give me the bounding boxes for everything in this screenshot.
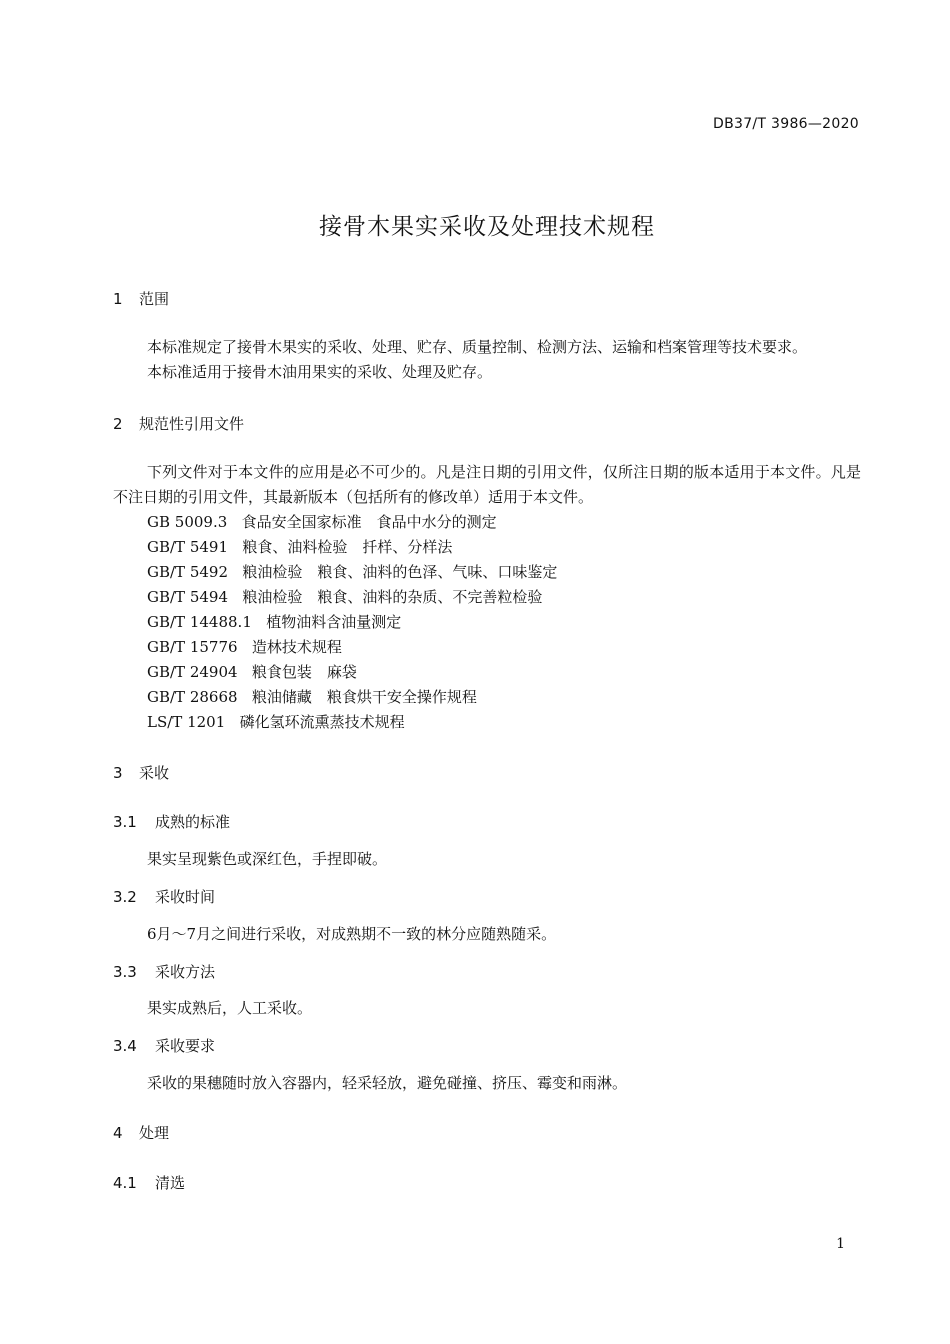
scope-paragraph-1: 本标准规定了接骨木果实的采收、处理、贮存、质量控制、检测方法、运输和档案管理等技术要求。 [147, 338, 808, 356]
section-3-3-heading [113, 961, 215, 982]
reference-title: 粮食包装 麻袋 [251, 663, 357, 681]
reference-item [147, 610, 401, 635]
reference-code: LS/T 1201 [147, 713, 226, 731]
reference-code: GB/T 14488.1 [147, 613, 252, 631]
reference-title: 植物油料含油量测定 [266, 613, 402, 631]
reference-title: 粮油储藏 粮食烘干安全操作规程 [251, 688, 477, 706]
reference-item [147, 710, 405, 735]
section-3-1-heading [113, 811, 230, 832]
section-title: 采收 [139, 764, 170, 782]
reference-title: 造林技术规程 [251, 638, 342, 656]
reference-item [147, 585, 542, 610]
reference-code: GB 5009.3 [147, 513, 228, 531]
maturity-paragraph: 果实呈现紫色或深红色，手捏即破。 [147, 850, 388, 868]
reference-item [147, 510, 497, 535]
section-2-heading [113, 413, 244, 434]
page-number: 1 [836, 1236, 845, 1252]
reference-item [147, 685, 477, 710]
section-4-1-heading [113, 1172, 185, 1193]
section-number: 4.1 [113, 1174, 137, 1192]
section-number: 1 [113, 290, 123, 308]
section-number: 3.3 [113, 963, 137, 981]
references-intro-paragraph: 下列文件对于本文件的应用是必不可少的。凡是注日期的引用文件，仅所注日期的版本适用于本文件。凡是不注日期的引用文件，其最新版本（包括所有的修改单）适用于本文件。 [113, 463, 861, 506]
harvest-method-paragraph: 果实成熟后，人工采收。 [147, 999, 313, 1017]
reference-title: 磷化氢环流熏蒸技术规程 [239, 713, 405, 731]
reference-code: GB/T 5494 [147, 588, 229, 606]
section-3-heading [113, 762, 169, 783]
section-title: 成熟的标准 [155, 813, 231, 831]
reference-title: 食品安全国家标准 食品中水分的测定 [241, 513, 497, 531]
reference-item [147, 535, 452, 560]
section-number: 3.1 [113, 813, 137, 831]
reference-item [147, 560, 557, 585]
section-number: 3.4 [113, 1037, 137, 1055]
reference-title: 粮食、油料检验 扦样、分样法 [242, 538, 453, 556]
standard-code: DB37/T 3986—2020 [713, 116, 859, 132]
harvest-requirement-paragraph: 采收的果穗随时放入容器内，轻采轻放，避免碰撞、挤压、霉变和雨淋。 [147, 1074, 628, 1092]
harvest-time-paragraph: 6月～7月之间进行采收，对成熟期不一致的林分应随熟随采。 [147, 925, 557, 943]
section-title: 采收时间 [155, 888, 216, 906]
scope-paragraph-2: 本标准适用于接骨木油用果实的采收、处理及贮存。 [147, 363, 493, 381]
reference-title: 粮油检验 粮食、油料的杂质、不完善粒检验 [242, 588, 543, 606]
section-3-2-heading [113, 886, 215, 907]
section-title: 规范性引用文件 [139, 415, 245, 433]
section-title: 处理 [139, 1124, 170, 1142]
section-title: 清选 [155, 1174, 186, 1192]
reference-code: GB/T 15776 [147, 638, 238, 656]
reference-code: GB/T 28668 [147, 688, 238, 706]
reference-title: 粮油检验 粮食、油料的色泽、气味、口味鉴定 [242, 563, 558, 581]
section-number: 4 [113, 1124, 123, 1142]
section-number: 2 [113, 415, 123, 433]
reference-item [147, 635, 342, 660]
section-title: 采收方法 [155, 963, 216, 981]
section-number: 3 [113, 764, 123, 782]
document-title: 接骨木果实采收及处理技术规程 [319, 214, 655, 240]
reference-item [147, 660, 357, 685]
reference-code: GB/T 5492 [147, 563, 229, 581]
reference-code: GB/T 24904 [147, 663, 238, 681]
section-3-4-heading [113, 1035, 215, 1056]
section-number: 3.2 [113, 888, 137, 906]
reference-code: GB/T 5491 [147, 538, 229, 556]
section-1-heading [113, 288, 169, 309]
section-title: 采收要求 [155, 1037, 216, 1055]
section-title: 范围 [139, 290, 170, 308]
section-4-heading [113, 1122, 169, 1143]
